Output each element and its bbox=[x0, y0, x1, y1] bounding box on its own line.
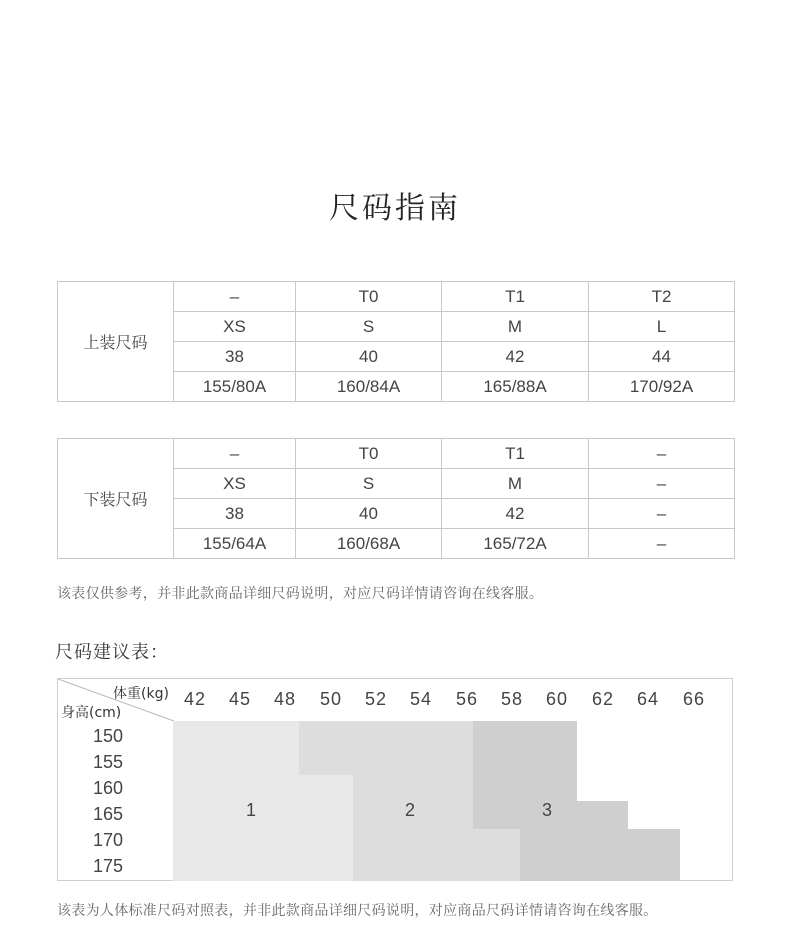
weight-tick: 62 bbox=[591, 689, 615, 709]
table-cell: S bbox=[296, 469, 442, 499]
weight-tick: 54 bbox=[409, 689, 433, 709]
table-cell: – bbox=[589, 469, 735, 499]
weight-tick: 48 bbox=[273, 689, 297, 709]
height-tick: 170 bbox=[92, 830, 124, 850]
bottom-table-label: 下装尺码 bbox=[58, 439, 174, 559]
top-size-table bbox=[57, 281, 735, 402]
table-cell: 165/72A bbox=[442, 529, 589, 559]
weight-tick: 42 bbox=[183, 689, 207, 709]
table-row bbox=[58, 439, 735, 469]
size-recommendation-chart bbox=[57, 678, 733, 881]
table-cell: T1 bbox=[442, 439, 589, 469]
weight-tick: 64 bbox=[636, 689, 660, 709]
table-cell: XS bbox=[174, 469, 296, 499]
size-zone-3-area bbox=[628, 829, 680, 881]
table-cell: – bbox=[174, 282, 296, 312]
height-axis-label: 身高(cm) bbox=[61, 705, 122, 721]
table-cell: 170/92A bbox=[589, 372, 735, 402]
weight-tick: 50 bbox=[319, 689, 343, 709]
size-zone-label: 2 bbox=[404, 800, 415, 820]
weight-axis-label: 体重(kg) bbox=[113, 686, 169, 702]
size-zone-label: 1 bbox=[245, 800, 256, 820]
height-tick: 175 bbox=[92, 856, 124, 876]
table-cell: 38 bbox=[174, 499, 296, 529]
bottom-size-table bbox=[57, 438, 735, 559]
weight-tick: 56 bbox=[455, 689, 479, 709]
size-table-note: 该表仅供参考，并非此款商品详细尺码说明，对应尺码详情请咨询在线客服。 bbox=[57, 586, 544, 602]
table-cell: 160/68A bbox=[296, 529, 442, 559]
table-cell: 165/88A bbox=[442, 372, 589, 402]
height-tick: 160 bbox=[92, 778, 124, 798]
page-title: 尺码指南 bbox=[329, 191, 461, 226]
table-cell: 40 bbox=[296, 342, 442, 372]
weight-tick: 52 bbox=[364, 689, 388, 709]
size-zone-label: 3 bbox=[541, 800, 552, 820]
weight-tick: 66 bbox=[682, 689, 706, 709]
table-cell: T0 bbox=[296, 282, 442, 312]
table-cell: T2 bbox=[589, 282, 735, 312]
size-zone-2-area bbox=[299, 721, 473, 775]
table-cell: – bbox=[589, 499, 735, 529]
recommendation-title: 尺码建议表： bbox=[55, 642, 169, 663]
table-row bbox=[58, 282, 735, 312]
table-cell: 42 bbox=[442, 499, 589, 529]
table-cell: T1 bbox=[442, 282, 589, 312]
table-cell: L bbox=[589, 312, 735, 342]
size-zone-2-area bbox=[353, 775, 473, 881]
size-zone-1-area bbox=[299, 775, 353, 881]
height-tick: 155 bbox=[92, 752, 124, 772]
table-cell: 40 bbox=[296, 499, 442, 529]
weight-tick: 45 bbox=[228, 689, 252, 709]
weight-tick: 58 bbox=[500, 689, 524, 709]
table-cell: – bbox=[589, 529, 735, 559]
table-cell: M bbox=[442, 312, 589, 342]
height-tick: 150 bbox=[92, 726, 124, 746]
standard-size-note: 该表为人体标准尺码对照表，并非此款商品详细尺码说明，对应商品尺码详情请咨询在线客服。 bbox=[57, 903, 658, 919]
table-cell: – bbox=[174, 439, 296, 469]
height-tick: 165 bbox=[92, 804, 124, 824]
table-cell: – bbox=[589, 439, 735, 469]
table-cell: S bbox=[296, 312, 442, 342]
table-cell: 42 bbox=[442, 342, 589, 372]
table-cell: 44 bbox=[589, 342, 735, 372]
top-table-label: 上装尺码 bbox=[58, 282, 174, 402]
table-cell: 38 bbox=[174, 342, 296, 372]
table-cell: 155/64A bbox=[174, 529, 296, 559]
size-zone-2-area bbox=[473, 829, 520, 881]
weight-tick: 60 bbox=[545, 689, 569, 709]
table-cell: M bbox=[442, 469, 589, 499]
table-cell: 155/80A bbox=[174, 372, 296, 402]
table-cell: T0 bbox=[296, 439, 442, 469]
table-cell: 160/84A bbox=[296, 372, 442, 402]
table-cell: XS bbox=[174, 312, 296, 342]
